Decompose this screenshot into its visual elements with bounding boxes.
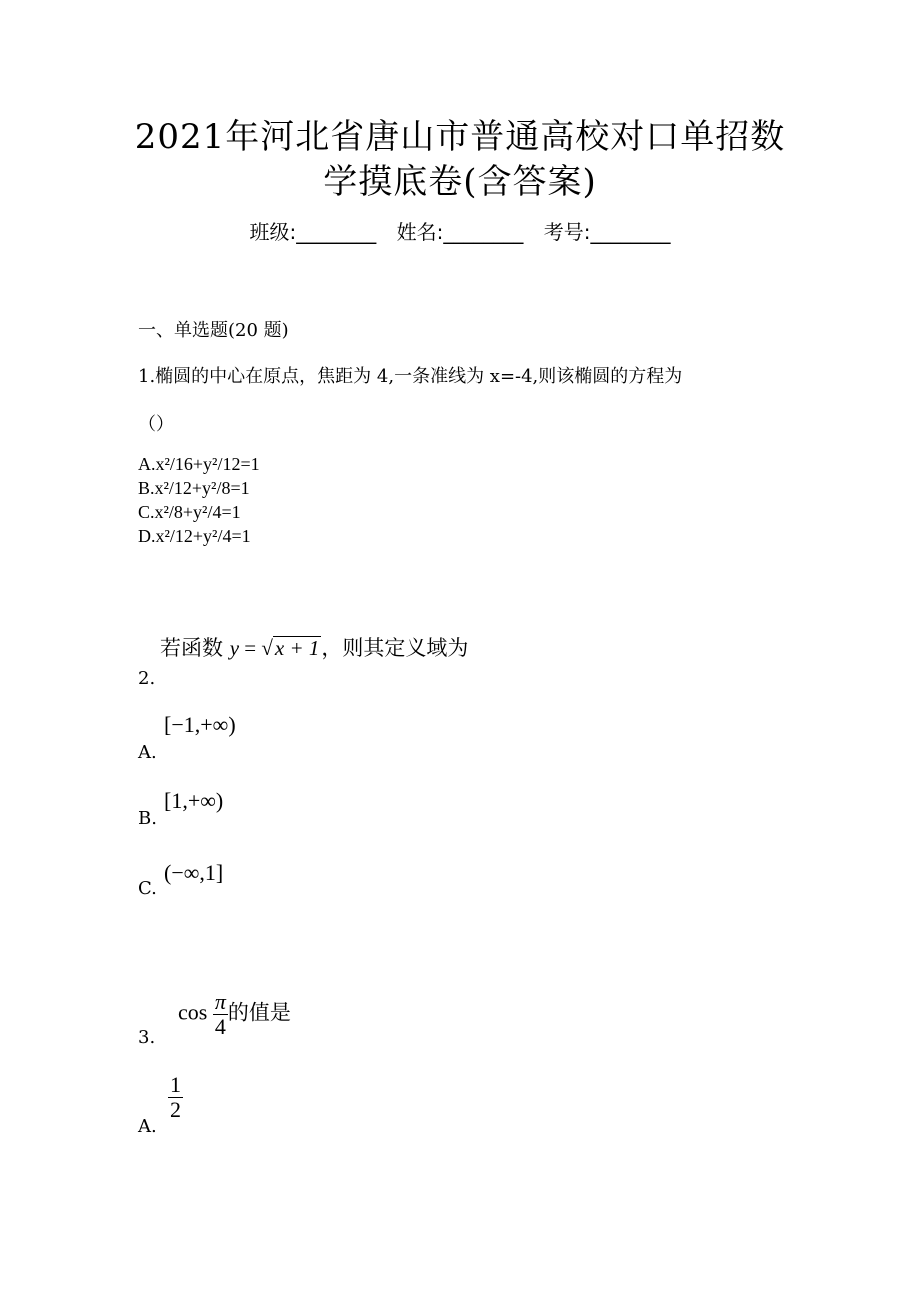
q2-func-eq: = — [239, 636, 262, 660]
class-field: 班级:________ — [249, 220, 377, 244]
q3-fraction-den: 4 — [214, 1014, 226, 1039]
q1-option-b: B.x²/12+y²/8=1 — [138, 478, 250, 498]
q2-option-c-letter: C. — [138, 878, 157, 899]
id-field: 考号:________ — [543, 220, 671, 244]
doc-title-line2: 学摸底卷(含答案) — [323, 162, 597, 202]
q3-fraction — [213, 990, 228, 1039]
q3-option-a-letter: A. — [138, 1116, 157, 1137]
q2-number: 2. — [138, 668, 156, 689]
q2-option-b-expr: [1,+∞) — [164, 788, 224, 813]
name-field: 姓名:________ — [396, 220, 524, 244]
q3-cos: cos — [178, 999, 208, 1025]
q2-stem: 若函数 y = √x + 1，则其定义域为 — [160, 636, 469, 660]
q2-option-c-expr: (−∞,1] — [164, 860, 224, 885]
q1-option-a: A.x²/16+y²/12=1 — [138, 454, 260, 474]
section-heading: 一、单选题(20 题) — [138, 320, 289, 341]
q1-option-d: D.x²/12+y²/4=1 — [138, 526, 251, 546]
q3-stem-suffix: 的值是 — [227, 1000, 291, 1025]
q3-option-a-num: 1 — [170, 1072, 181, 1097]
q1-stem: 1.椭圆的中心在原点，焦距为 4,一条准线为 x=-4,则该椭圆的方程为 — [138, 366, 683, 387]
q1-answer-blank: （） — [138, 414, 174, 435]
q2-stem-prefix: 若函数 — [160, 636, 223, 660]
q2-option-a-letter: A. — [138, 742, 157, 763]
q3-option-a-expr — [168, 1073, 183, 1122]
q2-option-a-expr: [−1,+∞) — [164, 712, 236, 737]
q1-option-c: C.x²/8+y²/4=1 — [138, 502, 241, 522]
q2-func-y: y — [229, 636, 240, 660]
q3-stem — [178, 990, 291, 1039]
student-info-fields — [0, 216, 920, 245]
q3-number: 3. — [138, 1027, 156, 1048]
q2-stem-suffix: ，则其定义域为 — [321, 636, 469, 660]
q3-option-a-fraction — [168, 1073, 183, 1122]
q2-option-b-letter: B. — [138, 808, 157, 829]
q2-func-radicand: x + 1 — [274, 636, 320, 660]
q3-fraction-num: π — [214, 989, 226, 1014]
q3-option-a-den: 2 — [170, 1097, 181, 1122]
doc-title-line1: 2021年河北省唐山市普通高校对口单招数 — [134, 117, 786, 157]
